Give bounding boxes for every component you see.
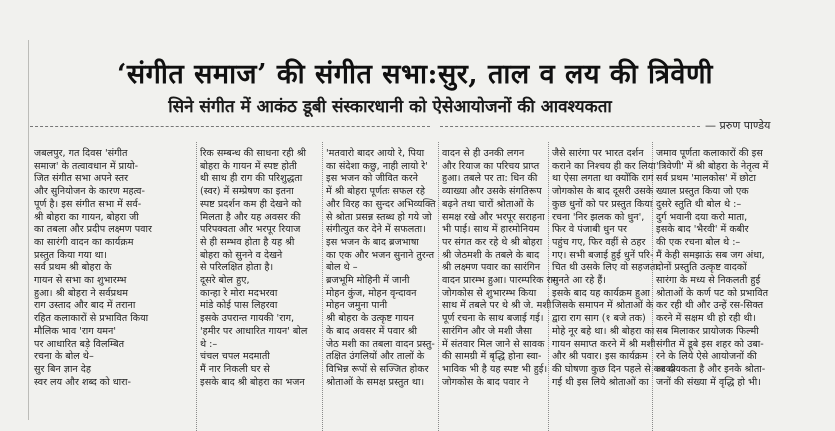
- text-line: स्वर लय और शब्द को धारा-: [34, 376, 131, 388]
- text-line: रचना 'निर झलक को धुन',: [552, 211, 645, 223]
- text-line: कर रही थी और उन्हें रस-सिक्त: [656, 300, 764, 312]
- text-line: करने में सक्षम थी हो रही थी।: [656, 313, 756, 325]
- article-column-6: [656, 148, 816, 430]
- text-line: के बाद अवसर में पवार श्री: [326, 325, 417, 337]
- text-line: सर्व प्रथम 'मालकोस' में छोटा: [656, 173, 756, 185]
- text-line: 'मतवारो बादर आयो रे, पिया: [326, 148, 425, 159]
- text-line: जमाव पूर्णता कलाकारों की इस: [656, 148, 763, 159]
- text-line: से परिलक्षित होता है।: [200, 262, 274, 274]
- text-line: मौलिक भाव 'राग यमन': [34, 325, 117, 337]
- text-line: भाविक भी है यह स्पष्ट भी हुई।: [442, 363, 548, 375]
- byline: — प्ररुण पाण्डेय: [705, 119, 771, 132]
- text-line: जित संगीत सभा अपने स्तर: [34, 173, 129, 185]
- text-line: चंचल चपल मदमाती: [200, 351, 270, 363]
- text-line: मोहे नूर बहे था। श्री बोहरा का: [552, 325, 655, 337]
- text-line: संगीत्युत कर देने में सफलता।: [326, 224, 426, 236]
- text-line: आवश्यकता है और इनके श्रोता-: [656, 363, 766, 375]
- text-line: जिसके समापन में श्रोताओं के: [552, 300, 654, 312]
- text-line: गायन समाप्त करने में श्री मशी: [552, 338, 656, 350]
- text-line: स्पष्ट प्रदर्शन कम ही देखने को: [200, 198, 302, 210]
- text-line: चित थी उसके लिए वो सहजता: [552, 262, 658, 274]
- text-line: कुछ धुनों को पर प्रस्तुत किया: [552, 198, 653, 210]
- text-line: रने के लिये ऐसे आयोजनों की: [656, 351, 757, 363]
- article-column-5: [552, 148, 676, 430]
- clipping-edge: [28, 40, 29, 420]
- text-line: और श्री पवार। इस कार्यक्रम: [552, 351, 648, 363]
- text-line: मोहन कुंज, मोहन वृन्दावन: [326, 287, 417, 299]
- text-line: रचना के बोल थे–: [34, 351, 94, 363]
- text-line: मैं केही समझाऊं सब जग अंधा,: [656, 249, 765, 261]
- text-line: की घोषणा कुछ दिन पहले से कर दी: [552, 363, 676, 375]
- text-line: मांडे कोई पास लिहरवा: [200, 300, 278, 312]
- text-line: कराने का निश्चय ही कर लिया: [552, 160, 656, 172]
- text-line: परिपक्वता और भरपूर रियाज: [200, 224, 301, 236]
- text-line: भी पाई। साथ में हारमोनियम: [442, 224, 540, 236]
- text-line: जोगकोस के बाद दूसरी उसके: [552, 186, 654, 198]
- text-line: ब्रजभूमि मोहिनी में जानी: [326, 275, 410, 287]
- text-line: बढ़ने तथा चारों श्रोताओं के: [442, 198, 534, 210]
- text-line: से श्रोता प्रसन्न स्तब्ध हो गये जो: [326, 211, 432, 223]
- text-line: बोहरा के गायन में स्पष्ट होती: [200, 160, 297, 172]
- text-line: था ऐसा लगता था क्योंकि राग: [552, 173, 654, 185]
- text-line: गए। सभी बजाई हुई धुनें परि-: [552, 249, 654, 261]
- text-line: दूसरे बोल हुए,: [200, 275, 250, 287]
- column-divider: [548, 142, 549, 431]
- text-line: साथ में तबले पर थे श्री जे. मशी: [442, 300, 552, 312]
- text-line: इसके बाद 'भैरवी' में कबीर: [656, 224, 749, 236]
- text-line: श्रोताओं के कर्ण पट को प्रभावित: [656, 287, 769, 299]
- text-line: और सुनियोजन के कारण महत्व-: [34, 186, 145, 198]
- text-line: का तबला और प्रदीप लक्ष्मण पवार: [34, 224, 152, 236]
- text-line: श्री बोहरा का गायन, बोहरा जी: [34, 211, 139, 223]
- text-line: प्रस्तुत किया गया था।: [34, 249, 107, 261]
- text-line: और विरह का सुन्दर अभिव्यक्ति: [326, 198, 436, 210]
- text-line: रिक सम्बन्ध की साधना रही श्री: [200, 148, 306, 159]
- text-line: जैसे सारंगा पर भारत दर्शन: [552, 148, 644, 159]
- text-line: जोगकोस से शुभारम्भ किया: [442, 287, 537, 299]
- text-line: की सामग्री में बृद्धि होना स्वा-: [442, 351, 542, 363]
- text-line: इसके बाद यह कार्यक्रम हुआ: [552, 287, 650, 299]
- text-line: 'त्रिवेणी' में श्री बोहरा के नेतृत्व में: [656, 160, 769, 172]
- headline: ‘संगीत समाज’ की संगीत सभा:सुर, ताल व लय की त्रिवेणी: [117, 59, 713, 90]
- text-line: वादन प्रारम्भ हुआ। पारम्परिक राग: [442, 275, 559, 287]
- text-line: जनों की संख्या में वृद्धि हो भी।: [656, 376, 761, 388]
- text-line: श्रोताओं के समक्ष प्रस्तुत था।: [326, 376, 425, 388]
- text-line: सर्व प्रथम श्री बोहरा के: [34, 262, 112, 274]
- text-line: दुसरे स्तुति थी बोल थे :–: [656, 198, 742, 210]
- text-line: राग उस्ताद और बाद में तराना: [34, 300, 136, 312]
- text-line: पहुंच गए, फिर वहीं से ठहर: [552, 236, 646, 248]
- text-line: इस भजन के बाद ब्रजभाषा: [326, 236, 419, 248]
- text-line: 'हमीर पर आधारित गायन' बोल: [200, 325, 308, 337]
- text-line: विभिन्न रूपों से सज्जित होकर: [326, 363, 429, 375]
- text-line: ख्याल प्रस्तुत किया जो एक: [656, 186, 749, 198]
- text-line: वादन से ही उनकी लगन: [442, 148, 525, 159]
- text-line: जोगकोस के बाद पवार ने: [442, 376, 529, 388]
- subheadline: सिने संगीत में आकंठ डूबी संस्कारधानी को ऐसेआयोजनों की आवश्यकता: [168, 97, 612, 117]
- article-column-4: [442, 148, 559, 430]
- text-line: में संतवार मिल जाने से सावक: [442, 338, 545, 350]
- text-line: दुर्ग भवानी दया करो माता,: [656, 211, 748, 223]
- article-column-1: [34, 148, 194, 430]
- text-line: सारंगा के मध्य से निकलती हुई: [656, 275, 761, 287]
- text-line: इसके उपरान्त गायकी 'राग,: [200, 313, 295, 325]
- text-line: पूर्ण रचना के साथ बजाई गई।: [442, 313, 544, 325]
- text-line: का एक और भजन सुनाने तुरन्त: [326, 249, 435, 261]
- text-line: पूर्ण है। इस संगीत सभा में सर्व-: [34, 198, 142, 210]
- text-line: समक्ष रखे और भरपूर सराहना: [442, 211, 545, 223]
- text-line: बोल थे –: [326, 262, 358, 274]
- text-line: कान्हा रे मोरा मदभरवा: [200, 287, 278, 299]
- article-column-3: [326, 148, 436, 430]
- column-divider: [438, 142, 439, 431]
- text-line: मैं नार निकली घर से: [200, 363, 270, 375]
- text-line: पर संगत कर रहे थे श्री बोहरा: [442, 236, 543, 248]
- text-line: का सारंगी वादन का कार्यक्रम: [34, 236, 134, 248]
- text-line: इस भजन को जीवित करने: [326, 173, 418, 185]
- text-line: सब मिलाकर प्रायोजक फिल्मी: [656, 325, 759, 337]
- text-line: सुनते आ रहे हैं।: [552, 275, 606, 287]
- text-line: सुर बिन ज्ञान देह: [34, 363, 91, 375]
- text-line: का संदेशा कछु, नाही लायो रे': [326, 160, 428, 172]
- text-line: संगीत में डूबे इस शहर को उबा-: [656, 338, 764, 350]
- text-line: और रियाज का परिचय प्राप्त: [442, 160, 540, 172]
- text-line: सारंगिन और जे मशी जैसा: [442, 325, 532, 337]
- text-line: श्री जेठमशी के तबले के बाद: [442, 249, 540, 261]
- text-line: द्वारा राग साग (१ बजे तक): [552, 313, 646, 325]
- rule-right: [440, 126, 700, 127]
- text-line: हुआ। तबले पर ता: धिन की: [442, 173, 538, 185]
- text-line: रहित कलाकारों से प्रभावित किया: [34, 313, 149, 325]
- text-line: दोनों प्रस्तुति उत्कृष्ट वादकों: [656, 262, 747, 274]
- text-line: में श्री बोहरा पूर्णतः सफल रहे: [326, 186, 425, 198]
- text-line: व्याख्या और उसके संगतिरूप: [442, 186, 542, 198]
- text-line: मिलता है और यह अवसर की: [200, 211, 301, 223]
- text-line: हुआ। श्री बोहरा ने सर्वप्रथम: [34, 287, 128, 299]
- article-column-2: [200, 148, 320, 430]
- text-line: मोहन जमुना पानी: [326, 300, 388, 312]
- text-line: समाज' के तत्वावधान में प्रायो-: [34, 160, 139, 172]
- text-line: थे :–: [200, 338, 218, 350]
- column-divider: [322, 142, 323, 431]
- text-line: फिर वे पंजाबी धुन पर: [552, 224, 627, 236]
- rule-left: [30, 126, 430, 127]
- column-divider: [196, 142, 197, 431]
- text-line: श्री बोहरा के उत्कृष्ट गायन: [326, 313, 414, 325]
- text-line: जेठ मशी का तबला वादन प्रस्तु-: [326, 338, 435, 350]
- text-line: थी साथ ही राग की परिशुद्धता: [200, 173, 303, 185]
- text-line: गायन से सभा का शुभारम्भ: [34, 275, 127, 287]
- text-line: इसके बाद श्री बोहरा का भजन: [200, 376, 305, 388]
- text-line: पर आधारित बड़े विलम्बित: [34, 338, 125, 350]
- text-line: की एक रचना बोल थे :–: [656, 236, 741, 248]
- text-line: गई थी इस लिये श्रोताओं का: [552, 376, 649, 388]
- text-line: श्री लक्ष्मण पवार का सारंगिन: [442, 262, 541, 274]
- text-line: तक्षित उंगलियों और तालों के: [326, 351, 425, 363]
- text-line: बोहरा को सुनने व देखने: [200, 249, 283, 261]
- text-line: जबलपुर, गत दिवस 'संगीत: [34, 148, 128, 159]
- text-line: (स्वर) में सम्प्रेषण का इतना: [200, 186, 294, 198]
- text-line: से ही सम्भव होता है यह श्री: [200, 236, 295, 248]
